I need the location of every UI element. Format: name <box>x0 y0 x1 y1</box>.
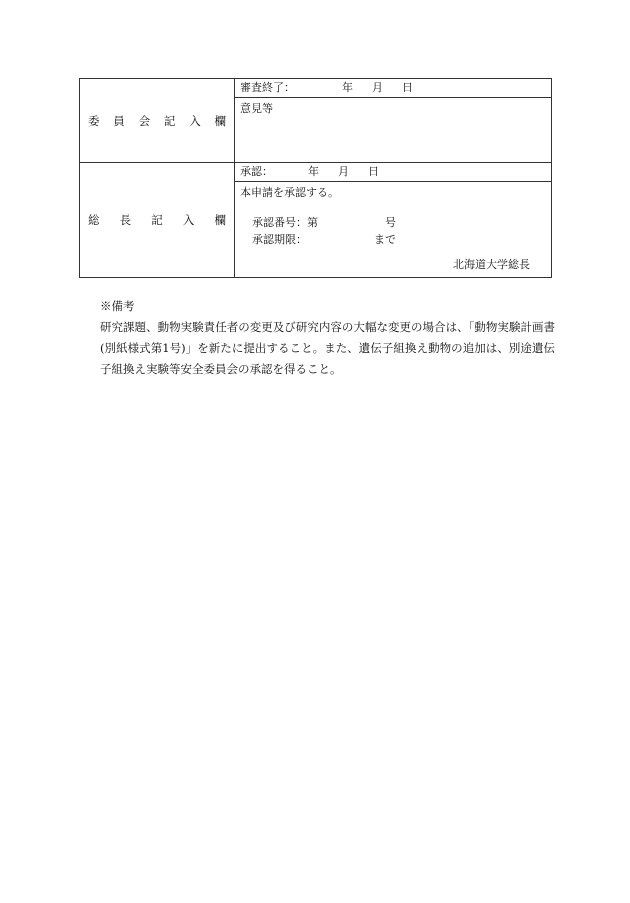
year-label: 年 <box>342 81 353 94</box>
label-char: 総 <box>88 213 100 227</box>
label-char: 入 <box>189 113 201 128</box>
label-char: 欄 <box>214 213 226 227</box>
label-char: 委 <box>88 113 100 128</box>
label-char: 長 <box>119 213 132 227</box>
remarks-section <box>100 296 555 380</box>
approval-deadline-suffix: まで <box>374 233 396 246</box>
approval-date-row <box>80 163 552 182</box>
day-label: 日 <box>402 81 413 94</box>
president-entry-label <box>80 163 235 278</box>
label-char: 記 <box>151 213 163 227</box>
opinion-label: 意見等 <box>240 102 273 115</box>
label-char: 入 <box>182 213 195 227</box>
president-label-chars <box>80 212 234 228</box>
committee-entry-label <box>80 79 235 163</box>
approval-number-suffix: 号 <box>385 216 396 229</box>
day-label: 日 <box>368 165 379 178</box>
approval-number-line <box>252 215 396 231</box>
approval-label: 承認： <box>240 165 273 178</box>
approval-body-cell[interactable] <box>235 182 552 278</box>
approval-deadline-line <box>252 232 396 248</box>
review-end-cell[interactable] <box>235 79 552 98</box>
review-end-label: 審査終了： <box>240 81 295 94</box>
review-date-row <box>80 79 552 98</box>
opinion-cell[interactable] <box>235 98 552 163</box>
remarks-heading: ※備考 <box>100 299 135 313</box>
approval-statement: 本申請を承認する。 <box>240 186 339 199</box>
month-label: 月 <box>338 165 349 178</box>
approval-number-label: 承認番号：第 <box>252 216 318 229</box>
remarks-text: 研究課題、動物実験責任者の変更及び研究内容の大幅な変更の場合は、「動物実験計画書(別紙様式第1号)」を新たに提出すること。また、遺伝子組換え動物の追加は、別途遺伝子組換え実験等安全委員会の承認を得ること。 <box>100 320 555 376</box>
approval-deadline-label: 承認期限： <box>252 233 307 246</box>
label-char: 会 <box>138 113 151 128</box>
label-char: 員 <box>113 113 125 128</box>
label-char: 記 <box>163 113 176 128</box>
approval-date-cell[interactable] <box>235 163 552 182</box>
entry-form-table <box>79 78 552 278</box>
signatory: 北海道大学総長 <box>453 258 530 271</box>
month-label: 月 <box>372 81 383 94</box>
year-label: 年 <box>308 165 319 178</box>
committee-label-chars <box>80 113 234 129</box>
label-char: 欄 <box>214 113 226 128</box>
